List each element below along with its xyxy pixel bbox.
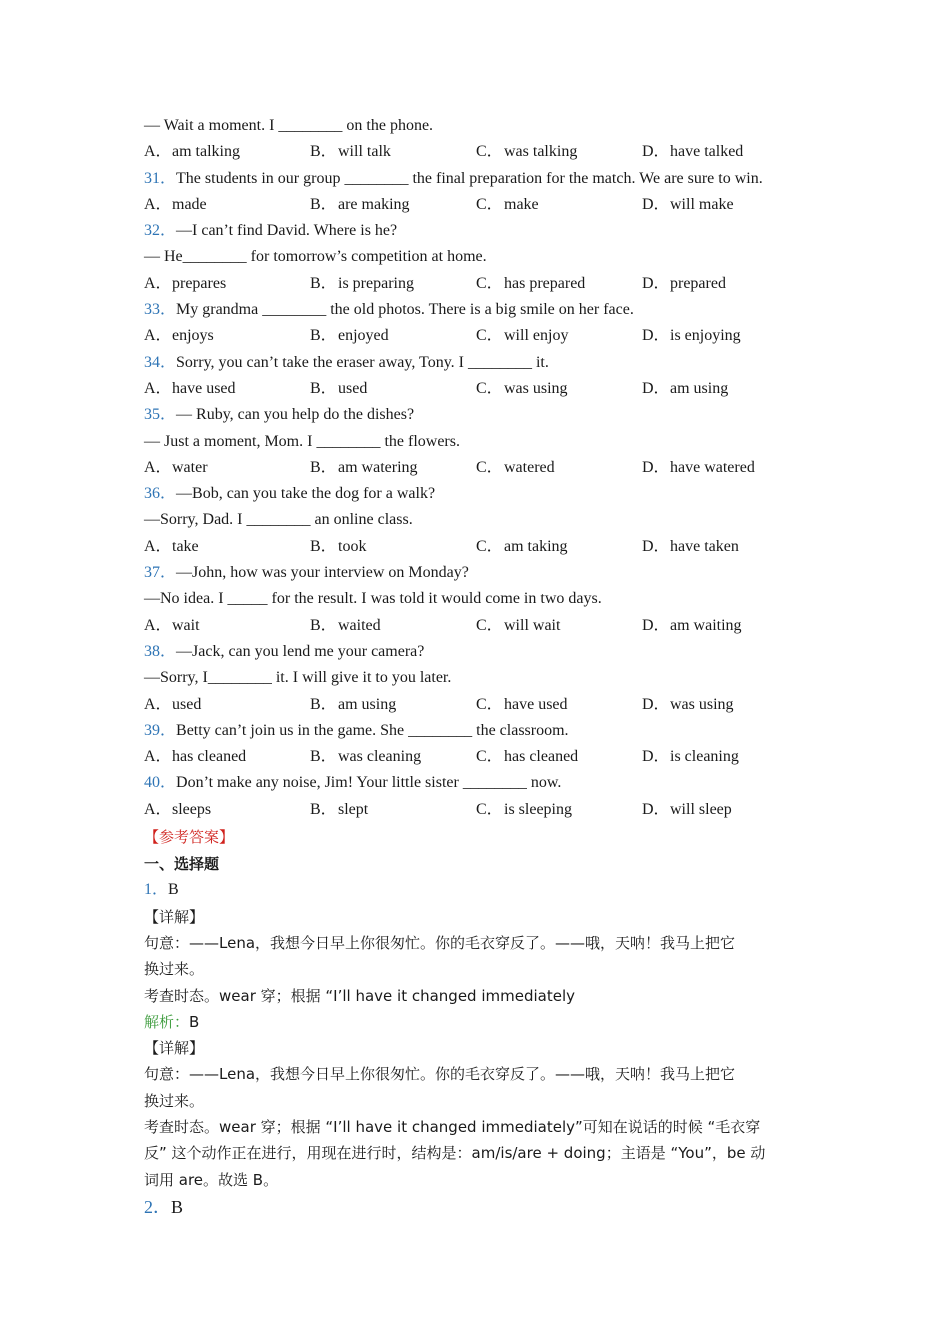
analysis-label: 解析： (144, 1012, 190, 1031)
answer-item (144, 877, 814, 903)
option-c: C．will wait (476, 616, 561, 634)
option-a: A．take (144, 537, 199, 555)
option-a: A．used (144, 695, 202, 713)
answer-heading: 【参考答案】 (144, 828, 235, 847)
question-text: 40．Don’t make any noise, Jim! Your little sister ________ now. (144, 774, 562, 792)
detail-label: 【详解】 (144, 1039, 205, 1058)
question-block (144, 718, 814, 771)
option-c: C．make (476, 195, 539, 213)
explanation-text: 换过来。 (144, 960, 205, 979)
option-b: B．used (310, 379, 368, 397)
option-c: C．have used (476, 695, 568, 713)
options-row (144, 376, 814, 402)
answer-number: 2． (144, 1196, 171, 1217)
options-row (144, 534, 814, 560)
options-row (144, 797, 814, 823)
option-a: A．sleeps (144, 800, 212, 818)
question-text: 33．My grandma ________ the old photos. There is a big smile on her face. (144, 301, 634, 319)
question-number: 34． (144, 353, 177, 371)
analysis-line (144, 1009, 814, 1035)
question-text: 38．—Jack, can you lend me your camera? (144, 642, 425, 660)
question-text: 37．—John, how was your interview on Monday? (144, 564, 469, 582)
option-c: C．am taking (476, 537, 568, 555)
explanation-text: 考查时态。wear 穿；根据 “I’ll have it changed immediately (144, 986, 575, 1005)
option-b: B．are making (310, 195, 410, 213)
option-a: A．has cleaned (144, 748, 247, 766)
option-b: B．was cleaning (310, 748, 422, 766)
question-block (144, 481, 814, 560)
options-row (144, 271, 814, 297)
explanation-text: 句意：——Lena，我想今日早上你很匆忙。你的毛衣穿反了。——哦，天呐！我马上把它 (144, 1065, 736, 1084)
document-page (144, 113, 814, 1221)
option-c: C．has cleaned (476, 748, 579, 766)
option-d: D．will sleep (642, 800, 732, 818)
question-number: 40． (144, 774, 177, 792)
question-text: —No idea. I _____ for the result. I was told it would come in two days. (144, 590, 602, 608)
option-d: D．have watered (642, 458, 755, 476)
option-c: C．will enjoy (476, 327, 569, 345)
question-text: —Sorry, Dad. I ________ an online class. (144, 511, 413, 529)
question-block (144, 297, 814, 350)
question-text: 34．Sorry, you can’t take the eraser away, Tony. I ________ it. (144, 353, 549, 371)
option-d: D．will make (642, 195, 734, 213)
option-a: A．have used (144, 379, 236, 397)
explanation-text: 词用 are。故选 B。 (144, 1170, 279, 1189)
option-d: D．prepared (642, 274, 726, 292)
option-a: A．made (144, 195, 207, 213)
options-row (144, 455, 814, 481)
question-block (144, 402, 814, 481)
option-c: C．was using (476, 379, 568, 397)
option-b: B．waited (310, 616, 381, 634)
options-row (144, 744, 814, 770)
explanation-text: 句意：——Lena，我想今日早上你很匆忙。你的毛衣穿反了。——哦，天呐！我马上把它 (144, 933, 736, 952)
explanation-text: 反” 这个动作正在进行，用现在进行时，结构是：am/is/are + doing；主语是 “You”，be 动 (144, 1144, 766, 1163)
answer-value: B (171, 1196, 184, 1217)
question-block (144, 113, 814, 166)
answer-section (144, 823, 814, 1221)
section-title: 一、选择题 (144, 855, 220, 874)
option-a: A．enjoys (144, 327, 214, 345)
question-text: 36．—Bob, can you take the dog for a walk? (144, 485, 436, 503)
options-row (144, 692, 814, 718)
answer-number: 1． (144, 881, 169, 899)
option-b: B．enjoyed (310, 327, 389, 345)
option-b: B．is preparing (310, 274, 414, 292)
question-text: — Wait a moment. I ________ on the phone. (144, 117, 434, 134)
question-text: 39．Betty can’t join us in the game. She ________ the classroom. (144, 721, 569, 739)
option-d: D．was using (642, 695, 734, 713)
option-d: D．is enjoying (642, 327, 741, 345)
option-d: D．have talked (642, 143, 744, 161)
question-number: 39． (144, 721, 177, 739)
option-c: C．is sleeping (476, 800, 572, 818)
option-a: A．prepares (144, 274, 227, 292)
question-block (144, 350, 814, 403)
answer-value: B (168, 881, 179, 899)
option-c: C．watered (476, 458, 555, 476)
question-number: 35． (144, 406, 177, 424)
options-row (144, 192, 814, 218)
question-number: 33． (144, 301, 177, 319)
question-text: — He________ for tomorrow’s competition at home. (144, 248, 487, 266)
question-number: 36． (144, 485, 177, 503)
option-a: A．am talking (144, 143, 240, 161)
explanation-text: 换过来。 (144, 1091, 205, 1110)
option-b: B．will talk (310, 143, 391, 161)
option-c: C．was talking (476, 143, 578, 161)
option-b: B．took (310, 537, 367, 555)
options-row (144, 613, 814, 639)
question-block (144, 166, 814, 219)
question-block (144, 560, 814, 639)
question-text: — Just a moment, Mom. I ________ the flowers. (144, 432, 460, 450)
question-text: 31．The students in our group ________ the final preparation for the match. We are sure to win. (144, 169, 763, 187)
option-b: B．am using (310, 695, 397, 713)
option-d: D．have taken (642, 537, 739, 555)
question-block (144, 639, 814, 718)
options-row (144, 139, 814, 165)
option-c: C．has prepared (476, 274, 586, 292)
question-text: 32．—I can’t find David. Where is he? (144, 222, 398, 240)
answer-item (144, 1193, 814, 1221)
question-text: —Sorry, I________ it. I will give it to you later. (144, 669, 452, 687)
question-block (144, 218, 814, 297)
option-d: D．am using (642, 379, 729, 397)
option-a: A．water (144, 458, 208, 476)
question-number: 32． (144, 222, 177, 240)
option-d: D．is cleaning (642, 748, 739, 766)
question-number: 31． (144, 169, 177, 187)
option-d: D．am waiting (642, 616, 742, 634)
question-number: 38． (144, 642, 177, 660)
option-b: B．slept (310, 800, 369, 818)
option-a: A．wait (144, 616, 200, 634)
options-row (144, 323, 814, 349)
explanation-text: 考查时态。wear 穿；根据 “I’ll have it changed immediately”可知在说话的时候 “毛衣穿 (144, 1117, 761, 1136)
question-block (144, 770, 814, 823)
detail-label: 【详解】 (144, 907, 205, 926)
option-b: B．am watering (310, 458, 418, 476)
question-number: 37． (144, 564, 177, 582)
analysis-value: B (189, 1012, 200, 1031)
question-text: 35．— Ruby, can you help do the dishes? (144, 406, 415, 424)
